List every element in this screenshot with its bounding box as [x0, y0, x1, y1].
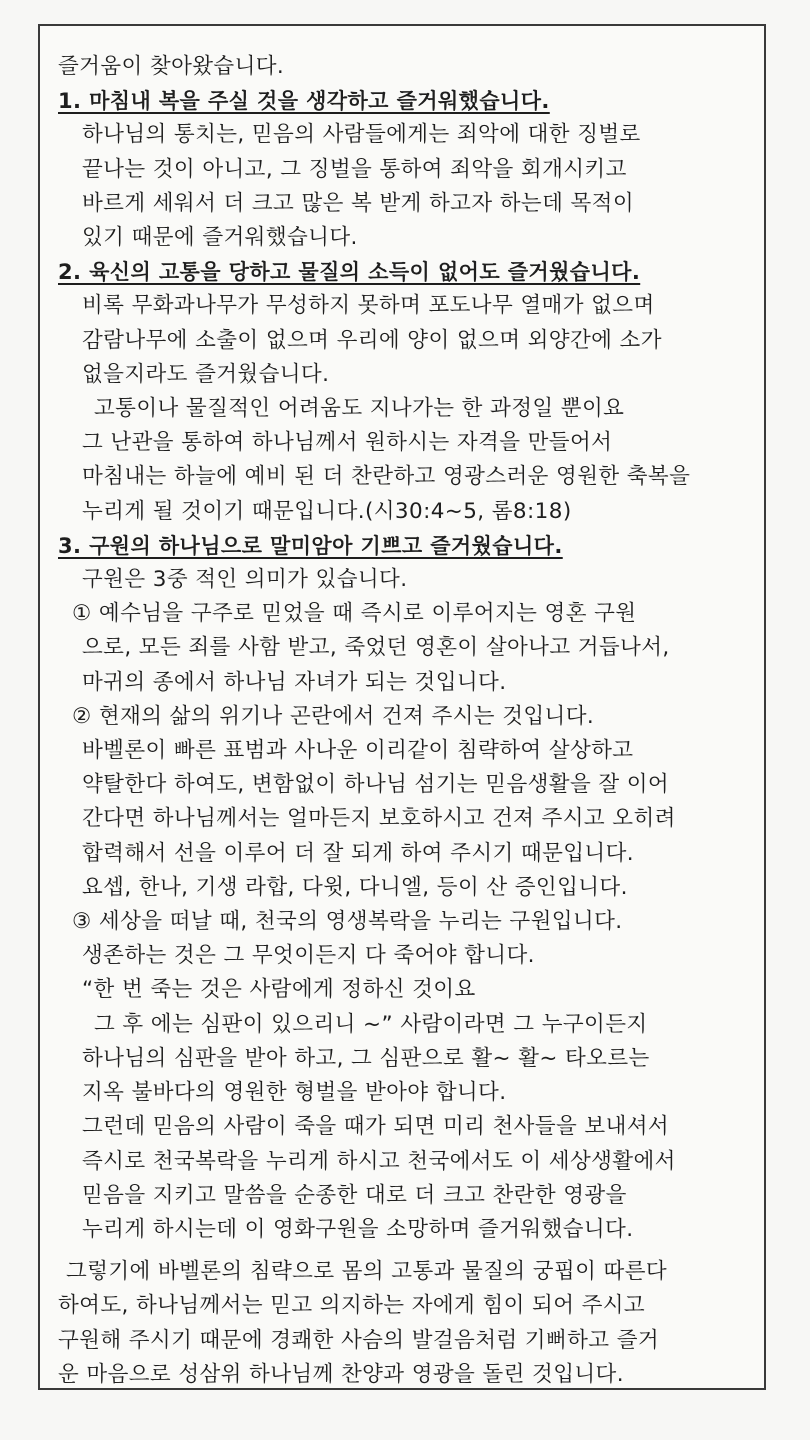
item-3-line: 지옥 불바다의 영원한 형벌을 받아야 합니다. — [82, 1080, 507, 1106]
heading-2: 2. 육신의 고통을 당하고 물질의 소득이 없어도 즐거웠습니다. — [58, 260, 641, 285]
item-2-line: 약탈한다 하여도, 변함없이 하나님 섬기는 믿음생활을 잘 이어 — [82, 772, 670, 798]
conclusion-line: 하여도, 하나님께서는 믿고 의지하는 자에게 힘이 되어 주시고 — [58, 1293, 646, 1319]
conclusion-line: 그렇기에 바벨론의 침략으로 몸의 고통과 물질의 궁핍이 따른다 — [66, 1259, 668, 1285]
item-2-line: 합력해서 선을 이루어 더 잘 되게 하여 주시기 때문입니다. — [82, 840, 634, 866]
p2b-line: 누리게 될 것이기 때문입니다.(시30:4~5, 롬8:18) — [82, 498, 572, 524]
item-2-line: ② 현재의 삶의 위기나 곤란에서 건져 주시는 것입니다. — [72, 703, 595, 729]
conclusion-line: 운 마음으로 성삼위 하나님께 찬양과 영광을 돌린 것입니다. — [58, 1361, 624, 1387]
item-2-line: 바벨론이 빠른 표범과 사나운 이리같이 침략하여 살상하고 — [82, 738, 634, 764]
p2b-line: 마침내는 하늘에 예비 된 더 찬란하고 영광스러운 영원한 축복을 — [82, 464, 691, 490]
item-3-line: ③ 세상을 떠날 때, 천국의 영생복락을 누리는 구원입니다. — [72, 909, 623, 935]
heading-1: 1. 마침내 복을 주실 것을 생각하고 즐거워했습니다. — [58, 89, 550, 114]
item-2-line: 간다면 하나님께서는 얼마든지 보호하시고 건져 주시고 오히려 — [82, 806, 676, 832]
p1-line: 바르게 세워서 더 크고 많은 복 받게 하고자 하는데 목적이 — [82, 190, 634, 216]
item-1-line: 마귀의 종에서 하나님 자녀가 되는 것입니다. — [82, 669, 507, 695]
p1-line: 끝나는 것이 아니고, 그 징벌을 통하여 죄악을 회개시키고 — [82, 156, 627, 182]
heading-3: 3. 구원의 하나님으로 말미암아 기쁘고 즐거웠습니다. — [58, 533, 563, 558]
p2a-line: 비록 무화과나무가 무성하지 못하며 포도나무 열매가 없으며 — [82, 293, 655, 319]
item-3-line: 그 후 에는 심판이 있으리니 ~” 사람이라면 그 누구이든지 — [94, 1011, 648, 1037]
item-3-line: “한 번 죽는 것은 사람에게 정하신 것이요 — [82, 977, 476, 1003]
p3-intro: 구원은 3중 적인 의미가 있습니다. — [82, 567, 408, 593]
item-3-line: 그런데 믿음의 사람이 죽을 때가 되면 미리 천사들을 보내셔서 — [82, 1114, 670, 1140]
intro-line: 즐거움이 찾아왔습니다. — [58, 54, 285, 79]
item-1-line: 으로, 모든 죄를 사함 받고, 죽었던 영혼이 살아나고 거듭나서, — [82, 635, 670, 661]
item-3-line: 하나님의 심판을 받아 하고, 그 심판으로 활~ 활~ 타오르는 — [82, 1045, 650, 1071]
item-3-line: 믿음을 지키고 말씀을 순종한 대로 더 크고 찬란한 영광을 — [82, 1182, 627, 1208]
p2a-line: 감람나무에 소출이 없으며 우리에 양이 없으며 외양간에 소가 — [82, 327, 662, 353]
p1-line: 있기 때문에 즐거워했습니다. — [82, 225, 358, 251]
conclusion-line: 구원해 주시기 때문에 경쾌한 사슴의 발걸음처럼 기뻐하고 즐거 — [58, 1327, 660, 1353]
item-1-line: ① 예수님을 구주로 믿었을 때 즉시로 이루어지는 영혼 구원 — [72, 601, 637, 627]
p2b-line: 고통이나 물질적인 어려움도 지나가는 한 과정일 뿐이요 — [94, 396, 625, 422]
paragraph-gap — [58, 1247, 758, 1255]
p2b-line: 그 난관을 통하여 하나님께서 원하시는 자격을 만들어서 — [82, 430, 613, 456]
p1-line: 하나님의 통치는, 믿음의 사람들에게는 죄악에 대한 징벌로 — [82, 122, 641, 148]
item-2-line: 요셉, 한나, 기생 라합, 다윗, 다니엘, 등이 산 증인입니다. — [82, 874, 628, 900]
item-3-line: 누리게 하시는데 이 영화구원을 소망하며 즐거워했습니다. — [82, 1216, 634, 1242]
item-3-line: 생존하는 것은 그 무엇이든지 다 죽어야 합니다. — [82, 943, 535, 969]
p2a-line: 없을지라도 즐거웠습니다. — [82, 361, 330, 387]
document-body — [58, 50, 758, 1392]
item-3-line: 즉시로 천국복락을 누리게 하시고 천국에서도 이 세상생활에서 — [82, 1148, 676, 1174]
